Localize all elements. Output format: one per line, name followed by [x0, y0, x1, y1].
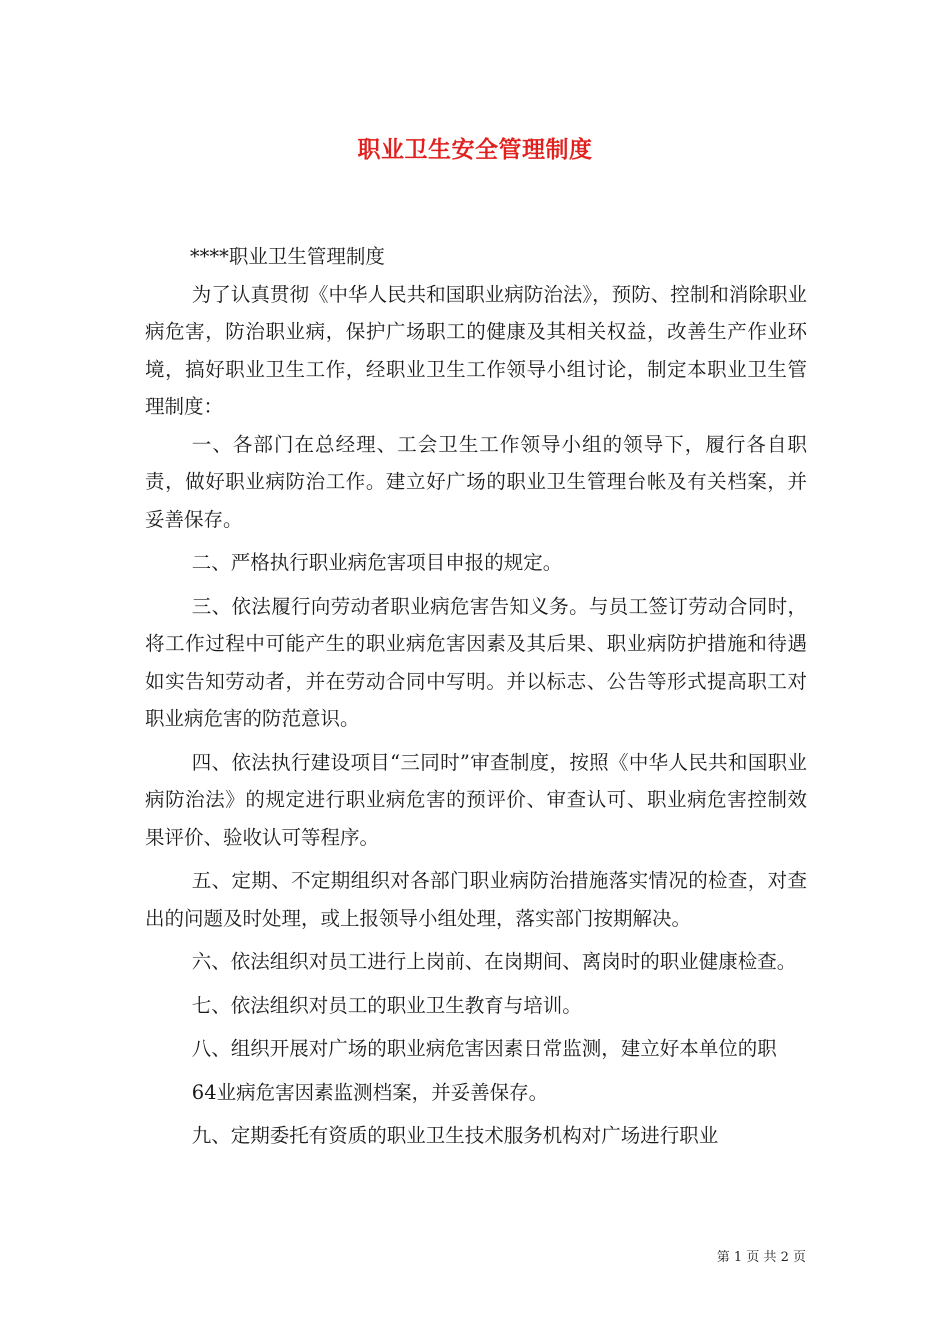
paragraph-item-6: 六、依法组织对员工进行上岗前、在岗期间、离岗时的职业健康检查。 [191, 950, 797, 973]
paragraph-item-8: 八、组织开展对广场的职业病危害因素日常监测，建立好本单位的职 [191, 1037, 777, 1060]
paragraph-item-3: 三、依法履行向劳动者职业病危害告知义务。与员工签订劳动合同时，将工作过程中可能产生的职业病危害因素及其后果、职业病防护措施和待遇如实告知劳动者，并在劳动合同中写明。并以标志、公告等形式提高职工对职业病危害的防范意识。 [145, 594, 807, 730]
section-heading: ****职业卫生管理制度 [189, 245, 385, 268]
paragraph-item-1: 一、各部门在总经理、工会卫生工作领导小组的领导下，履行各自职责，做好职业病防治工作。建立好广场的职业卫生管理台帐及有关档案，并妥善保存。 [145, 432, 807, 531]
document-body [145, 238, 807, 1155]
paragraph-item-8-continued: 64业病危害因素监测档案，并妥善保存。 [191, 1080, 549, 1104]
paragraph-item-7: 七、依法组织对员工的职业卫生教育与培训。 [191, 993, 582, 1017]
paragraph-item-9: 九、定期委托有资质的职业卫生技术服务机构对广场进行职业 [191, 1124, 719, 1147]
paragraph-item-2: 二、严格执行职业病危害项目申报的规定。 [191, 551, 563, 574]
paragraph-item-5: 五、定期、不定期组织对各部门职业病防治措施落实情况的检查，对查出的问题及时处理，或上报领导小组处理，落实部门按期解决。 [145, 869, 807, 930]
paragraph-intro: 为了认真贯彻《中华人民共和国职业病防治法》，预防、控制和消除职业病危害，防治职业病，保护广场职工的健康及其相关权益，改善生产作业环境，搞好职业卫生工作，经职业卫生工作领导小组讨论，制定本职业卫生管理制度： [145, 282, 807, 418]
page-number: 第 1 页 共 2 页 [716, 1250, 806, 1265]
paragraph-item-4: 四、依法执行建设项目“三同时”审查制度，按照《中华人民共和国职业病防治法》的规定进行职业病危害的预评价、审查认可、职业病危害控制效果评价、验收认可等程序。 [145, 750, 807, 849]
document-title: 职业卫生安全管理制度 [357, 136, 593, 163]
